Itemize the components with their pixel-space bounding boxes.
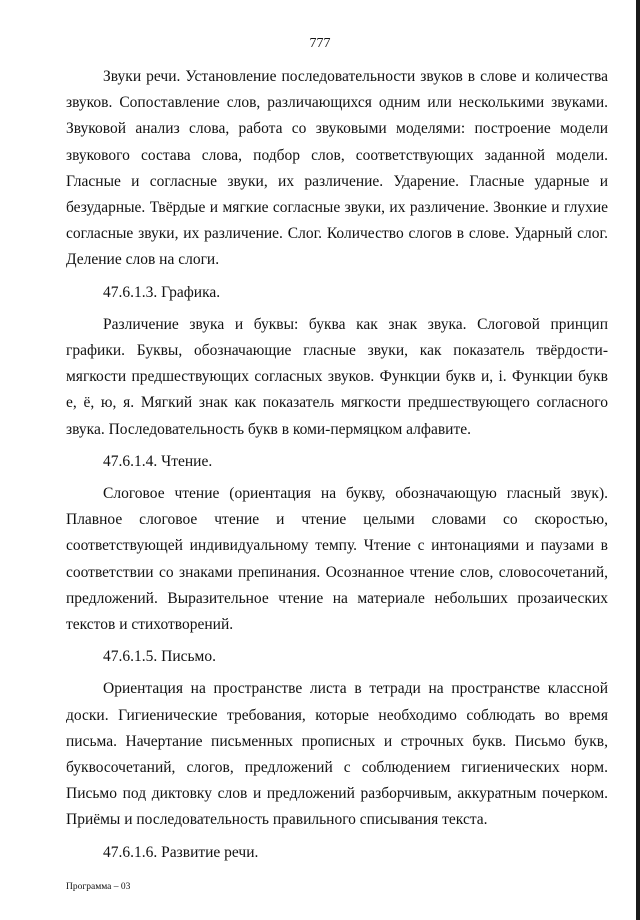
section-heading-speech: 47.6.1.6. Развитие речи.: [103, 843, 259, 861]
section-heading-graphics: 47.6.1.3. Графика.: [103, 283, 221, 301]
paragraph-writing: Ориентация на пространстве листа в тетради на пространстве классной доски. Гигиенические требования, которые необходимо соблюдать во время письма. Начертание письменных прописных и строчных букв. Письмо букв, буквосочетаний, слогов, предложений с соблюдением гигиенических норм. Письмо под диктовку слов и предложений разборчивым, аккуратным почерком. Приёмы и последовательность правильного списывания текста.: [66, 680, 608, 829]
paragraph-sounds: Звуки речи. Установление последовательности звуков в слове и количества звуков. Сопоставление слов, различающихся одним или несколькими звуками. Звуковой анализ слова, работа со звуковыми моделями: построение модели звукового состава слова, подбор слов, соответствующих заданной модели. Гласные и согласные звуки, их различение. Ударение. Гласные ударные и безударные. Твёрдые и мягкие согласные звуки, их различение. Звонкие и глухие согласные звуки, их различение. Слог. Количество слогов в слове. Ударный слог. Деление слов на слоги.: [66, 68, 608, 269]
paragraph-reading: Слоговое чтение (ориентация на букву, обозначающую гласный звук). Плавное слоговое чтение и чтение целыми словами со скоростью, соответствующей индивидуальному темпу. Чтение с интонациями и паузами в соответствии со знаками препинания. Осознанное чтение слов, словосочетаний, предложений. Выразительное чтение на материале небольших прозаических текстов и стихотворений.: [66, 485, 608, 634]
section-heading-reading: 47.6.1.4. Чтение.: [103, 452, 213, 470]
document-body: [66, 64, 608, 872]
footer-label: Программа – 03: [66, 882, 131, 892]
paragraph-graphics: Различение звука и буквы: буква как знак звука. Слоговой принцип графики. Буквы, обозначающие гласные звуки, как показатель твёрдости-мягкости предшествующих согласных звуков. Функции букв и, i. Функции букв е, ё, ю, я. Мягкий знак как показатель мягкости предшествующего согласного звука. Последовательность букв в коми-пермяцком алфавите.: [66, 315, 608, 438]
page-number: 777: [309, 36, 331, 51]
section-heading-writing: 47.6.1.5. Письмо.: [103, 648, 216, 666]
scan-edge: [636, 0, 640, 920]
